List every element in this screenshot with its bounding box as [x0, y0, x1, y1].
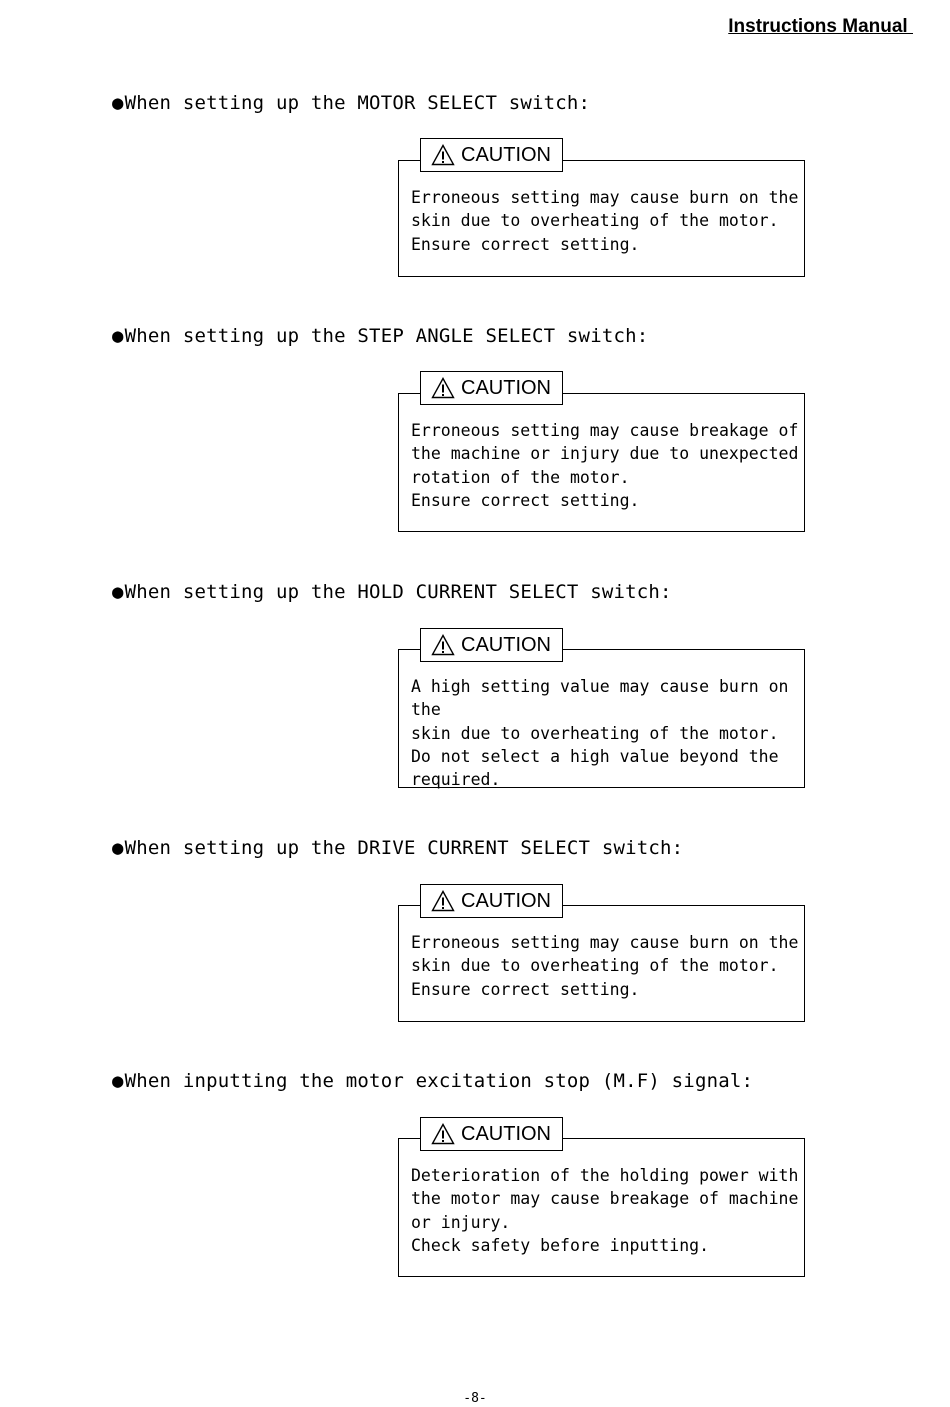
section-heading: [112, 580, 672, 604]
section-heading: [112, 836, 683, 860]
caution-text: Erroneous setting may cause burn on the skin due to overheating of the motor. Ensure correct setting.: [411, 188, 799, 254]
caution-label-box: [420, 138, 563, 172]
section-heading: [112, 324, 648, 348]
caution-label: CAUTION: [461, 889, 551, 912]
warning-triangle-icon: [431, 377, 455, 399]
bullet-icon: ●: [112, 325, 124, 347]
caution-label-box: [420, 884, 563, 918]
caution-text: A high setting value may cause burn on the skin due to overheating of the motor. Do not select a high value beyond the required.: [411, 677, 789, 790]
bullet-icon: ●: [112, 1070, 124, 1092]
section-heading-text: When setting up the STEP ANGLE SELECT switch:: [124, 325, 649, 347]
caution-label: CAUTION: [461, 376, 551, 399]
section-heading: [112, 1069, 753, 1093]
caution-label: CAUTION: [461, 633, 551, 656]
manual-title: Instructions Manual: [728, 16, 913, 37]
bullet-icon: ●: [112, 92, 124, 114]
caution-label-box: [420, 371, 563, 405]
warning-triangle-icon: [431, 1123, 455, 1145]
caution-text: Erroneous setting may cause breakage of the machine or injury due to unexpected rotation of the motor. Ensure correct setting.: [411, 421, 799, 510]
section-heading: [112, 91, 590, 115]
caution-text: Deterioration of the holding power with the motor may cause breakage of machine or injury. Check safety before inputting.: [411, 1166, 799, 1255]
section-heading-text: When inputting the motor excitation stop (M.F) signal:: [124, 1070, 754, 1092]
caution-label: CAUTION: [461, 1122, 551, 1145]
warning-triangle-icon: [431, 144, 455, 166]
caution-label-box: [420, 1117, 563, 1151]
section-heading-text: When setting up the MOTOR SELECT switch:: [124, 92, 591, 114]
bullet-icon: ●: [112, 581, 124, 603]
caution-label: CAUTION: [461, 143, 551, 166]
page-number: -8-: [463, 1391, 487, 1406]
bullet-icon: ●: [112, 837, 124, 859]
section-heading-text: When setting up the DRIVE CURRENT SELECT switch:: [124, 837, 684, 859]
warning-triangle-icon: [431, 890, 455, 912]
warning-triangle-icon: [431, 634, 455, 656]
caution-label-box: [420, 628, 563, 662]
section-heading-text: When setting up the HOLD CURRENT SELECT switch:: [124, 581, 672, 603]
caution-text: Erroneous setting may cause burn on the skin due to overheating of the motor. Ensure correct setting.: [411, 933, 799, 999]
